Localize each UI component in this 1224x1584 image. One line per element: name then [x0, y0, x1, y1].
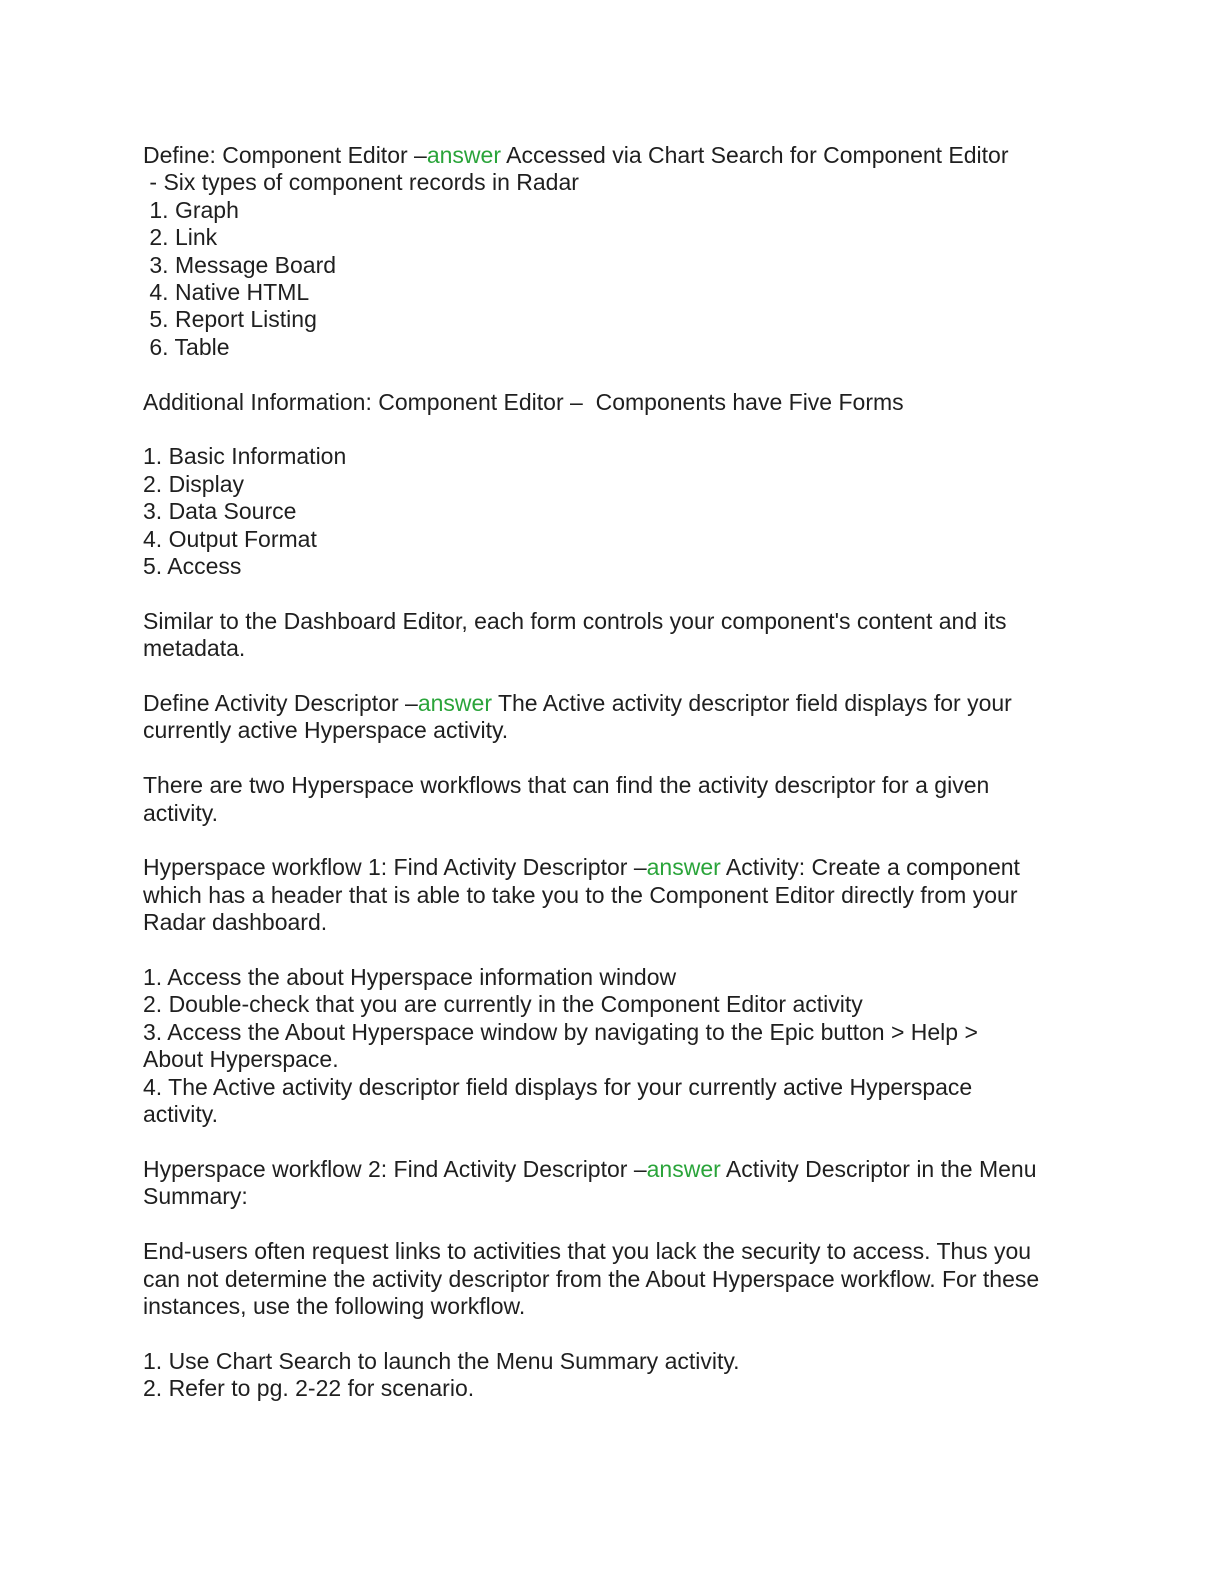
list-item: 1. Basic Information	[143, 443, 347, 470]
question-prefix: Hyperspace workflow 2: Find Activity Descriptor –	[143, 1155, 647, 1182]
list-item: 5. Access	[143, 553, 242, 580]
answer-text: Activity: Create a component which has a header that is able to take you to the Component Editor directly from your Radar dashboard.	[143, 854, 1020, 936]
question-component-editor	[143, 142, 1083, 169]
answer-text: The Active activity descriptor field displays for your currently active Hyperspace activity.	[143, 690, 1012, 744]
answer-label: answer	[426, 142, 501, 168]
question-prefix: Hyperspace workflow 1: Find Activity Descriptor –	[143, 854, 647, 881]
list-item: 6. Table	[143, 333, 230, 360]
answer-label: answer	[646, 1155, 721, 1182]
list-item: 2. Double-check that you are currently in the Component Editor activity	[143, 991, 863, 1018]
list-item: 1. Access the about Hyperspace information window	[143, 964, 677, 991]
list-item: 2. Display	[143, 470, 244, 497]
list-item: 1. Graph	[143, 196, 239, 223]
list-item: 4. Native HTML	[143, 279, 310, 306]
paragraph: End-users often request links to activities that you lack the security to access. Thus you can not determine the activity descriptor from the About Hyperspace workflow. For these instances, use the following workflow.	[143, 1238, 1040, 1319]
list-item: 4. The Active activity descriptor field displays for your currently active Hyperspace activity.	[143, 1073, 973, 1128]
additional-info-heading: Additional Information: Component Editor – Components have Five Forms	[143, 388, 904, 415]
answer-label: answer	[646, 854, 721, 881]
list-item: 4. Output Format	[143, 525, 317, 552]
list-item: 3. Data Source	[143, 498, 297, 525]
paragraph: Similar to the Dashboard Editor, each form controls your component's content and its metadata.	[143, 607, 1007, 662]
question-workflow-2	[143, 1156, 1078, 1211]
question-prefix: Define: Component Editor –	[143, 142, 427, 168]
list-item: 1. Use Chart Search to launch the Menu Summary activity.	[143, 1347, 740, 1374]
document-page	[143, 142, 1083, 1403]
list-item: 2. Refer to pg. 2-22 for scenario.	[143, 1375, 475, 1402]
list-item: 3. Message Board	[143, 251, 337, 278]
component-types-subtitle: - Six types of component records in Radar	[143, 169, 579, 196]
question-activity-descriptor	[143, 690, 1053, 745]
paragraph: There are two Hyperspace workflows that can find the activity descriptor for a given activity.	[143, 772, 990, 826]
question-prefix: Define Activity Descriptor –	[143, 690, 418, 717]
list-item: 2. Link	[143, 224, 218, 251]
list-item: 5. Report Listing	[143, 306, 317, 333]
answer-text: Accessed via Chart Search for Component Editor	[500, 142, 1009, 168]
answer-text: Activity Descriptor in the Menu Summary:	[143, 1155, 1037, 1210]
question-workflow-1	[143, 854, 1058, 936]
answer-label: answer	[417, 690, 492, 717]
list-item: 3. Access the About Hyperspace window by navigating to the Epic button > Help > About Hyperspace.	[143, 1018, 978, 1073]
